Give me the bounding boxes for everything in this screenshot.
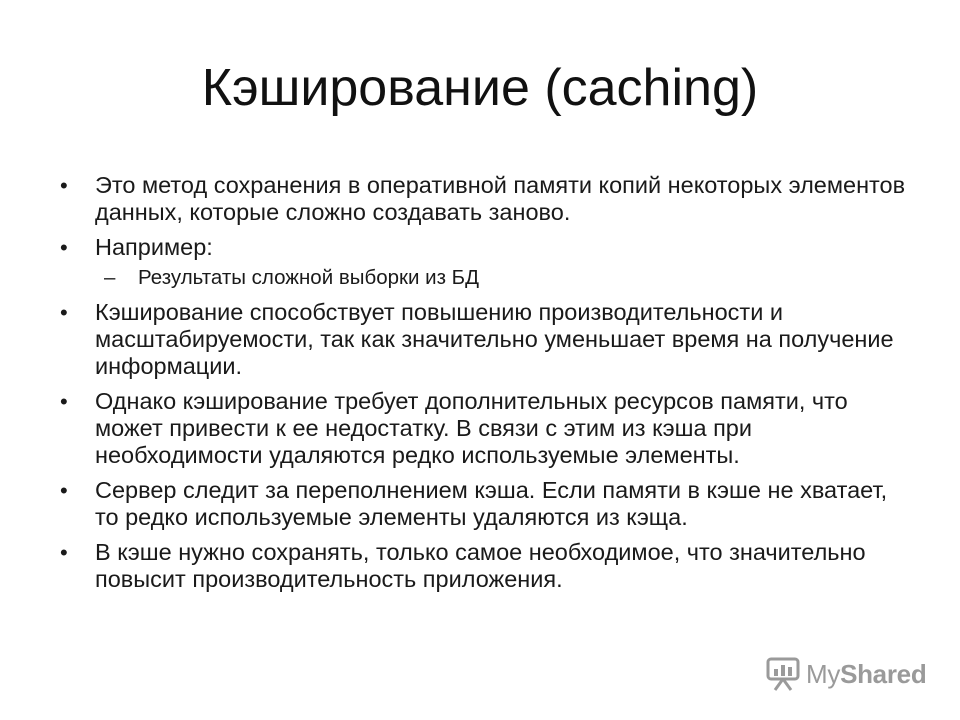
bullet-marker: • [60,540,68,565]
watermark-text-my: My [806,658,841,689]
bullet-item [60,299,910,380]
sub-bullet-marker: – [104,266,116,289]
bullet-item [60,477,910,531]
bullet-text: Однако кэширование требует дополнительных ресурсов памяти, что может привести к ее недостатку. В связи с этим из кэша при необходимости удаляются редко используемые элементы. [95,388,848,468]
sub-bullet-text: Результаты сложной выборки из БД [138,266,480,289]
bullet-list [60,172,910,601]
watermark-text [806,659,926,690]
bullet-item [60,539,910,593]
bullet-marker: • [60,173,68,198]
bullet-text: Кэширование способствует повышению производительности и масштабируемости, так как значительно уменьшает время на получение информации. [95,299,894,379]
watermark-logo[interactable] [766,654,926,694]
bullet-text: Сервер следит за переполнением кэша. Если памяти в кэше не хватает, то редко используемые элементы удаляются из кэща. [95,477,888,530]
slide-title: Кэширование (caching) [201,59,759,117]
bullet-text: В кэше нужно сохранять, только самое необходимое, что значительно повысит производительность приложения. [95,539,866,592]
watermark-text-shared: Shared [840,658,927,689]
presentation-board-icon [766,656,800,692]
sub-bullet-item [60,265,910,291]
bullet-text: Это метод сохранения в оперативной памяти копий некоторых элементов данных, которые сложно создавать заново. [95,172,906,225]
bullet-item [60,388,910,469]
bullet-marker: • [60,389,68,414]
bullet-item [60,172,910,226]
bullet-marker: • [60,235,68,260]
bullet-item [60,234,910,261]
bullet-marker: • [60,478,68,503]
bullet-text: Например: [95,234,213,260]
bullet-marker: • [60,300,68,325]
